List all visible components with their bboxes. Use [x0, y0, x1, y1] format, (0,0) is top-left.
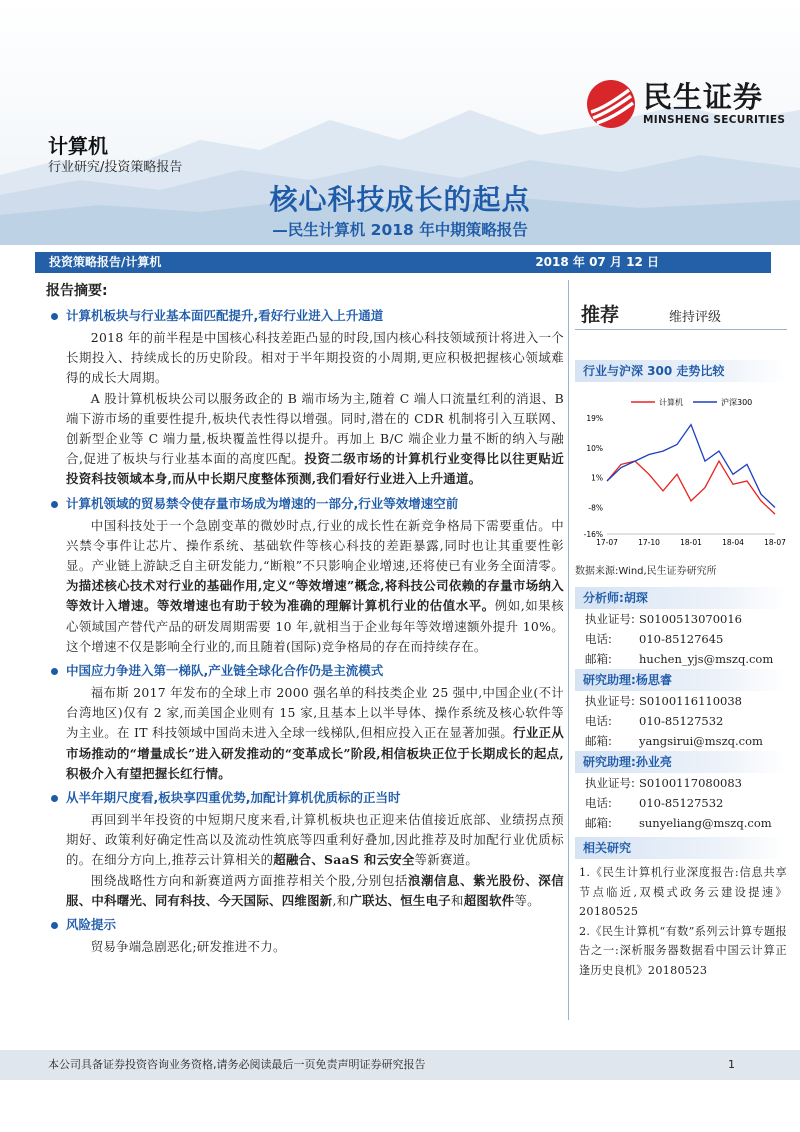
sidebar-column: [575, 280, 787, 980]
analyst-info-row: [575, 609, 787, 629]
y-tick-label: 19%: [586, 414, 603, 423]
analyst-heading: [575, 669, 787, 691]
analyst-info-row: [575, 711, 787, 731]
analyst-role: 研究助理:: [583, 755, 636, 769]
footer-disclaimer: 本公司具备证券投资咨询业务资格,请务必阅读最后一页免责声明证券研究报告: [48, 1058, 426, 1071]
analyst-role: 分析师:: [583, 591, 624, 605]
info-key: 执业证号:: [585, 694, 635, 708]
section-heading: 计算机板块与行业基本面匹配提升,看好行业进入上升通道: [46, 306, 564, 326]
info-value: 010-85127645: [639, 632, 724, 646]
section-5: [46, 915, 564, 957]
x-tick-label: 17-10: [638, 538, 660, 547]
report-header: [0, 0, 800, 245]
info-key: 执业证号:: [585, 612, 635, 626]
rating-box: [575, 280, 787, 330]
section-heading: 从半年期尺度看,板块享四重优势,加配计算机优质标的正当时: [46, 788, 564, 808]
x-tick-label: 18-01: [680, 538, 702, 547]
analyst-role: 研究助理:: [583, 673, 636, 687]
bullet-dot-icon: [51, 795, 58, 802]
y-tick-label: -16%: [583, 530, 603, 539]
info-value: 010-85127532: [639, 796, 724, 810]
report-subtitle: —民生计算机 2018 年中期策略报告: [272, 221, 528, 239]
analyst-info-row: [575, 813, 787, 833]
paragraph: 2018 年的前半程是中国核心科技差距凸显的时段,国内核心科技领域预计将进入一个长期投入、持续成长的历史阶段。相对于半年期投资的小周期,更应积极把握核心领域难得的成长大周期。: [66, 330, 564, 386]
page-footer: [0, 1050, 800, 1080]
info-key: 邮箱:: [585, 816, 612, 830]
brand-name-en: MINSHENG SECURITIES: [643, 114, 786, 126]
analyst-info-row: [575, 731, 787, 751]
info-key: 执业证号:: [585, 776, 635, 790]
analyst-info-row: [575, 649, 787, 669]
trend-chart-svg: [575, 382, 787, 560]
section-heading: 计算机领域的贸易禁令使存量市场成为增速的一部分,行业等效增速空前: [46, 494, 564, 514]
rating-maintain: 维持评级: [669, 310, 722, 325]
analyst-heading: [575, 751, 787, 773]
info-value: yangsirui@mszq.com: [639, 734, 763, 748]
analyst-name: 胡琛: [623, 591, 648, 605]
paragraph: A 股计算机板块公司以服务政企的 B 端市场为主,随着 C 端人口流量红利的消退、B 端下游市场的重要性提升,板块代表性得以增强。同时,潜在的 CDR 机制将引入互联网、创新型企业等 C 端力量,板块覆盖性得以提升。再加上 B/C 端企业力量不断的纳入与融合,促进了板块与行业基本面的高度匹配。投资二级市场的计算机行业变得比以往更贴近投资科技领域本身,而从中长期尺度整体预测,我们看好行业进入上升通道。: [66, 390, 565, 487]
chart-legend: [631, 397, 752, 407]
section-heading: 中国应力争进入第一梯队,产业链全球化合作仍是主流模式: [46, 661, 564, 681]
info-key: 电话:: [585, 714, 612, 728]
abstract-column: [46, 280, 564, 957]
info-value: S0100117080083: [639, 776, 742, 790]
analyst-info-row: [575, 629, 787, 649]
info-value: huchen_yjs@mszq.com: [639, 652, 774, 666]
section-heading: 风险提示: [46, 915, 564, 935]
bullet-dot-icon: [51, 922, 58, 929]
industry-label: 计算机: [48, 134, 108, 158]
column-divider: [568, 280, 569, 1020]
paragraph: 福布斯 2017 年发布的全球上市 2000 强名单的科技类企业 25 强中,中国企业(不计台湾地区)仅有 2 家,而美国企业则有 15 家,且基本上以半导体、操作系统及核心软件等为主业。在 IT 科技领域中国尚未进入全球一线梯队,但相应投入正在显著加强。行业正从市场推动的“增量成长”进入研发推动的“变革成长”阶段,相信板块正位于长期成长的起点,积极介入有望把握长红行情。: [66, 685, 565, 781]
analyst-name: 孙业亮: [635, 755, 672, 769]
chart-section-title: 行业与沪深 300 走势比较: [575, 360, 787, 382]
y-tick-label: -8%: [588, 503, 603, 513]
info-key: 电话:: [585, 632, 612, 646]
minsheng-logo-icon: [585, 78, 637, 130]
paragraph: 再回到半年投资的中短期尺度来看,计算机板块也正迎来估值接近底部、业绩拐点预期好、政策利好确定性高以及流动性筑底等四重利好叠加,因此推荐及时加配行业优质标的。在细分方向上,推荐云计算相关的超融合、SaaS 和云安全等新赛道。: [66, 812, 564, 868]
info-key: 邮箱:: [585, 652, 612, 666]
y-tick-label: 1%: [591, 473, 603, 483]
rating-recommend: 推荐: [581, 304, 620, 326]
report-type: 行业研究/投资策略报告: [48, 160, 183, 175]
section-4: [46, 788, 564, 911]
y-tick-label: 10%: [586, 443, 603, 453]
paragraph: 中国科技处于一个急剧变革的微妙时点,行业的成长性在新竞争格局下需要重估。中兴禁令事件让芯片、操作系统、基础软件等核心科技的差距暴露,同时也让其重要性彰显。产业链上游缺乏自主研发能力,“断粮”不只影响企业增速,还将使已有业务全面清零。为描述核心技术对行业的基础作用,定义“等效增速”概念,将科技公司依赖的存量市场纳入等效计入增速。等效增速也有助于较为准确的理解计算机行业的估值水平。例如,如果核心领域国产替代产品的研发周期需要 10 年,就相当于企业每年等效增速额外提升 10%。这个增速不仅是影响全行业的,而且随着(国际)竞争格局的存在而持续存在。: [66, 517, 564, 654]
category-label: 投资策略报告/计算机: [49, 255, 162, 269]
analyst-info-row: [575, 793, 787, 813]
section-2: [46, 494, 564, 657]
related-research-item[interactable]: 2.《民生计算机“有数”系列云计算专题报告之一:深析服务器数据看中国云计算正逢历史良机》20180523: [579, 924, 787, 977]
brand-name-cn: 民生证券: [643, 80, 764, 114]
bullet-dot-icon: [51, 501, 58, 508]
chart-source: 数据来源:Wind,民生证券研究所: [575, 566, 717, 577]
report-date: 2018 年 07 月 12 日: [535, 255, 659, 269]
analyst-heading: [575, 587, 787, 609]
info-value: S0100513070016: [639, 612, 742, 626]
bullet-dot-icon: [51, 668, 58, 675]
brand-logo: [585, 78, 785, 130]
legend-label-computer: 计算机: [659, 398, 683, 407]
analyst-info-row: [575, 691, 787, 711]
series-line-hs300: [607, 425, 775, 508]
category-bar: [35, 252, 771, 273]
analyst-list: [575, 587, 787, 833]
abstract-label: 报告摘要:: [46, 283, 108, 299]
related-research-title: 相关研究: [575, 837, 787, 859]
analyst-info-row: [575, 773, 787, 793]
paragraph: 贸易争端急剧恶化;研发推进不力。: [90, 939, 286, 955]
info-value: 010-85127532: [639, 714, 724, 728]
trend-chart: [575, 382, 787, 560]
section-3: [46, 661, 564, 784]
analyst-name: 杨思睿: [635, 673, 672, 687]
x-tick-label: 18-07: [764, 538, 786, 547]
info-value: sunyeliang@mszq.com: [639, 816, 772, 830]
info-value: S0100116110038: [639, 694, 742, 708]
report-title: 核心科技成长的起点: [269, 183, 531, 216]
x-tick-label: 18-04: [722, 538, 744, 547]
section-1: [46, 306, 564, 490]
related-research-list: [575, 863, 787, 980]
paragraph: 围绕战略性方向和新赛道两方面推荐相关个股,分别包括浪潮信息、紫光股份、深信服、中科曙光、同有科技、今天国际、四维图新,和广联达、恒生电子和超图软件等。: [66, 872, 564, 908]
legend-label-hs300: 沪深300: [721, 398, 753, 407]
page-number: 1: [728, 1058, 735, 1071]
related-research-item[interactable]: 1.《民生计算机行业深度报告:信息共享节点临近,双模式政务云建设提速》20180525: [579, 866, 787, 918]
info-key: 邮箱:: [585, 734, 612, 748]
x-tick-label: 17-07: [596, 538, 618, 547]
info-key: 电话:: [585, 796, 612, 810]
bullet-dot-icon: [51, 313, 58, 320]
